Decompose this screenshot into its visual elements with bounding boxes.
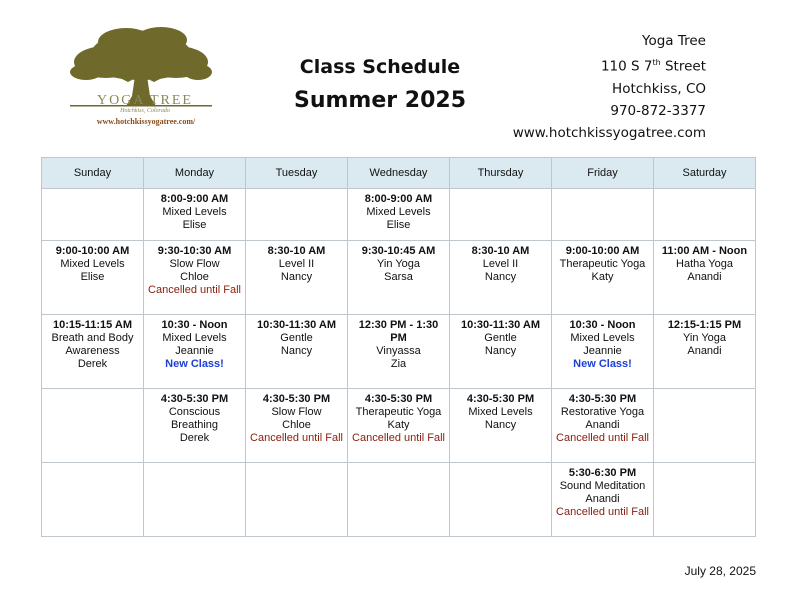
class-cell bbox=[246, 315, 348, 389]
class-cell bbox=[654, 241, 756, 315]
cancelled-note: Cancelled until Fall bbox=[148, 284, 241, 296]
class-teacher: Anandi bbox=[585, 493, 620, 505]
page-title: Class Schedule bbox=[299, 56, 461, 78]
empty-cell bbox=[654, 389, 756, 463]
logo-location: Hotchkiss, Colorado bbox=[120, 108, 170, 114]
class-time: 9:00-10:00 AM bbox=[565, 245, 640, 257]
class-name: Mixed Levels bbox=[366, 206, 431, 218]
empty-cell bbox=[450, 463, 552, 537]
class-time: 4:30-5:30 PM bbox=[364, 393, 433, 405]
class-cell bbox=[450, 389, 552, 463]
class-time: 9:30-10:30 AM bbox=[157, 245, 232, 257]
schedule-row bbox=[42, 463, 756, 537]
class-teacher: Katy bbox=[387, 419, 410, 431]
class-teacher: Anandi bbox=[687, 345, 722, 357]
schedule-row bbox=[42, 241, 756, 315]
class-name: Yin Yoga bbox=[376, 258, 421, 270]
class-teacher: Sarsa bbox=[384, 271, 413, 283]
class-teacher: Zia bbox=[390, 358, 407, 370]
class-name: Gentle bbox=[280, 332, 313, 344]
class-teacher: Nancy bbox=[280, 345, 313, 357]
contact-block bbox=[513, 30, 706, 144]
empty-cell bbox=[246, 463, 348, 537]
new-class-badge: New Class! bbox=[573, 358, 632, 370]
class-time: 10:30-11:30 AM bbox=[256, 319, 337, 331]
class-teacher: Derek bbox=[77, 358, 108, 370]
day-header: Tuesday bbox=[246, 158, 348, 189]
class-time: 10:30 - Noon bbox=[161, 319, 228, 331]
logo-url[interactable]: www.hotchkissyogatree.com/ bbox=[96, 117, 196, 126]
cancelled-note: Cancelled until Fall bbox=[556, 432, 649, 444]
new-class-badge: New Class! bbox=[165, 358, 224, 370]
class-teacher: Chloe bbox=[282, 419, 311, 431]
class-time: 5:30-6:30 PM bbox=[568, 467, 637, 479]
class-cell bbox=[552, 241, 654, 315]
cancelled-note: Cancelled until Fall bbox=[556, 506, 649, 518]
class-name: Slow Flow bbox=[169, 258, 220, 270]
class-teacher: Chloe bbox=[180, 271, 209, 283]
empty-cell bbox=[654, 189, 756, 241]
schedule-row bbox=[42, 189, 756, 241]
class-time: 8:30-10 AM bbox=[267, 245, 326, 257]
class-time: 4:30-5:30 PM bbox=[568, 393, 637, 405]
class-name: Conscious Breathing bbox=[168, 406, 221, 431]
contact-street: 110 S 7th Street bbox=[600, 58, 706, 75]
class-time: 9:00-10:00 AM bbox=[55, 245, 130, 257]
page-subtitle: Summer 2025 bbox=[293, 88, 466, 113]
tree-canopy bbox=[70, 27, 212, 80]
class-name: Mixed Levels bbox=[162, 206, 227, 218]
class-time: 11:00 AM - Noon bbox=[661, 245, 748, 257]
class-teacher: Derek bbox=[179, 432, 210, 444]
class-name: Slow Flow bbox=[271, 406, 322, 418]
empty-cell bbox=[144, 463, 246, 537]
class-teacher: Nancy bbox=[484, 271, 517, 283]
class-time: 8:00-9:00 AM bbox=[364, 193, 433, 205]
cancelled-note: Cancelled until Fall bbox=[250, 432, 343, 444]
class-teacher: Jeannie bbox=[583, 345, 622, 357]
schedule-body bbox=[42, 189, 756, 537]
contact-name: Yoga Tree bbox=[642, 33, 706, 49]
class-cell bbox=[348, 315, 450, 389]
logo-name: YOGA TREE bbox=[97, 93, 193, 108]
class-time: 4:30-5:30 PM bbox=[466, 393, 535, 405]
empty-cell bbox=[348, 463, 450, 537]
schedule-row bbox=[42, 389, 756, 463]
day-header: Sunday bbox=[42, 158, 144, 189]
empty-cell bbox=[450, 189, 552, 241]
empty-cell bbox=[42, 463, 144, 537]
class-teacher: Anandi bbox=[585, 419, 620, 431]
class-cell bbox=[348, 241, 450, 315]
class-name: Mixed Levels bbox=[162, 332, 227, 344]
class-time: 10:30-11:30 AM bbox=[460, 319, 541, 331]
class-name: Vinyassa bbox=[376, 345, 421, 357]
class-name: Breath and Body Awareness bbox=[51, 332, 134, 357]
empty-cell bbox=[42, 189, 144, 241]
day-header: Saturday bbox=[654, 158, 756, 189]
class-teacher: Elise bbox=[80, 271, 105, 283]
header-row bbox=[42, 158, 756, 189]
class-time: 12:30 PM - 1:30 PM bbox=[358, 319, 439, 344]
class-teacher: Elise bbox=[182, 219, 207, 231]
class-name: Mixed Levels bbox=[468, 406, 533, 418]
class-name: Hatha Yoga bbox=[676, 258, 733, 270]
class-name: Level II bbox=[482, 258, 519, 270]
class-cell bbox=[144, 189, 246, 241]
class-name: Yin Yoga bbox=[682, 332, 727, 344]
class-teacher: Nancy bbox=[484, 345, 517, 357]
class-teacher: Nancy bbox=[484, 419, 517, 431]
class-time: 8:30-10 AM bbox=[471, 245, 530, 257]
class-cell bbox=[552, 315, 654, 389]
day-header: Wednesday bbox=[348, 158, 450, 189]
class-cell bbox=[144, 241, 246, 315]
contact-city: Hotchkiss, CO bbox=[612, 80, 706, 97]
class-cell bbox=[450, 241, 552, 315]
class-cell bbox=[552, 389, 654, 463]
class-name: Restorative Yoga bbox=[560, 406, 645, 418]
contact-website[interactable]: www.hotchkissyogatree.com bbox=[512, 124, 706, 141]
contact-phone: 970-872-3377 bbox=[610, 102, 706, 119]
class-time: 8:00-9:00 AM bbox=[160, 193, 229, 205]
empty-cell bbox=[42, 389, 144, 463]
class-time: 9:30-10:45 AM bbox=[361, 245, 436, 257]
day-header: Monday bbox=[144, 158, 246, 189]
schedule-table bbox=[41, 157, 756, 537]
class-cell bbox=[42, 315, 144, 389]
document-date: July 28, 2025 bbox=[684, 564, 756, 578]
class-teacher: Nancy bbox=[280, 271, 313, 283]
schedule-row bbox=[42, 315, 756, 389]
class-name: Mixed Levels bbox=[60, 258, 125, 270]
class-teacher: Anandi bbox=[687, 271, 722, 283]
class-cell bbox=[144, 315, 246, 389]
class-teacher: Jeannie bbox=[175, 345, 214, 357]
class-time: 12:15-1:15 PM bbox=[667, 319, 742, 331]
empty-cell bbox=[552, 189, 654, 241]
class-cell bbox=[42, 241, 144, 315]
class-cell bbox=[246, 241, 348, 315]
empty-cell bbox=[654, 463, 756, 537]
class-cell bbox=[348, 189, 450, 241]
class-name: Therapeutic Yoga bbox=[355, 406, 442, 418]
class-cell bbox=[246, 389, 348, 463]
class-name: Sound Meditation bbox=[559, 480, 646, 492]
cancelled-note: Cancelled until Fall bbox=[352, 432, 445, 444]
class-time: 10:30 - Noon bbox=[569, 319, 636, 331]
day-header: Friday bbox=[552, 158, 654, 189]
class-teacher: Katy bbox=[591, 271, 614, 283]
class-name: Gentle bbox=[484, 332, 517, 344]
class-cell bbox=[654, 315, 756, 389]
class-name: Therapeutic Yoga bbox=[559, 258, 646, 270]
class-name: Level II bbox=[278, 258, 315, 270]
class-cell bbox=[144, 389, 246, 463]
day-header: Thursday bbox=[450, 158, 552, 189]
class-time: 4:30-5:30 PM bbox=[262, 393, 331, 405]
class-cell bbox=[348, 389, 450, 463]
class-time: 10:15-11:15 AM bbox=[52, 319, 133, 331]
class-time: 4:30-5:30 PM bbox=[160, 393, 229, 405]
class-teacher: Elise bbox=[386, 219, 411, 231]
class-name: Mixed Levels bbox=[570, 332, 635, 344]
empty-cell bbox=[246, 189, 348, 241]
class-cell bbox=[450, 315, 552, 389]
class-cell bbox=[552, 463, 654, 537]
